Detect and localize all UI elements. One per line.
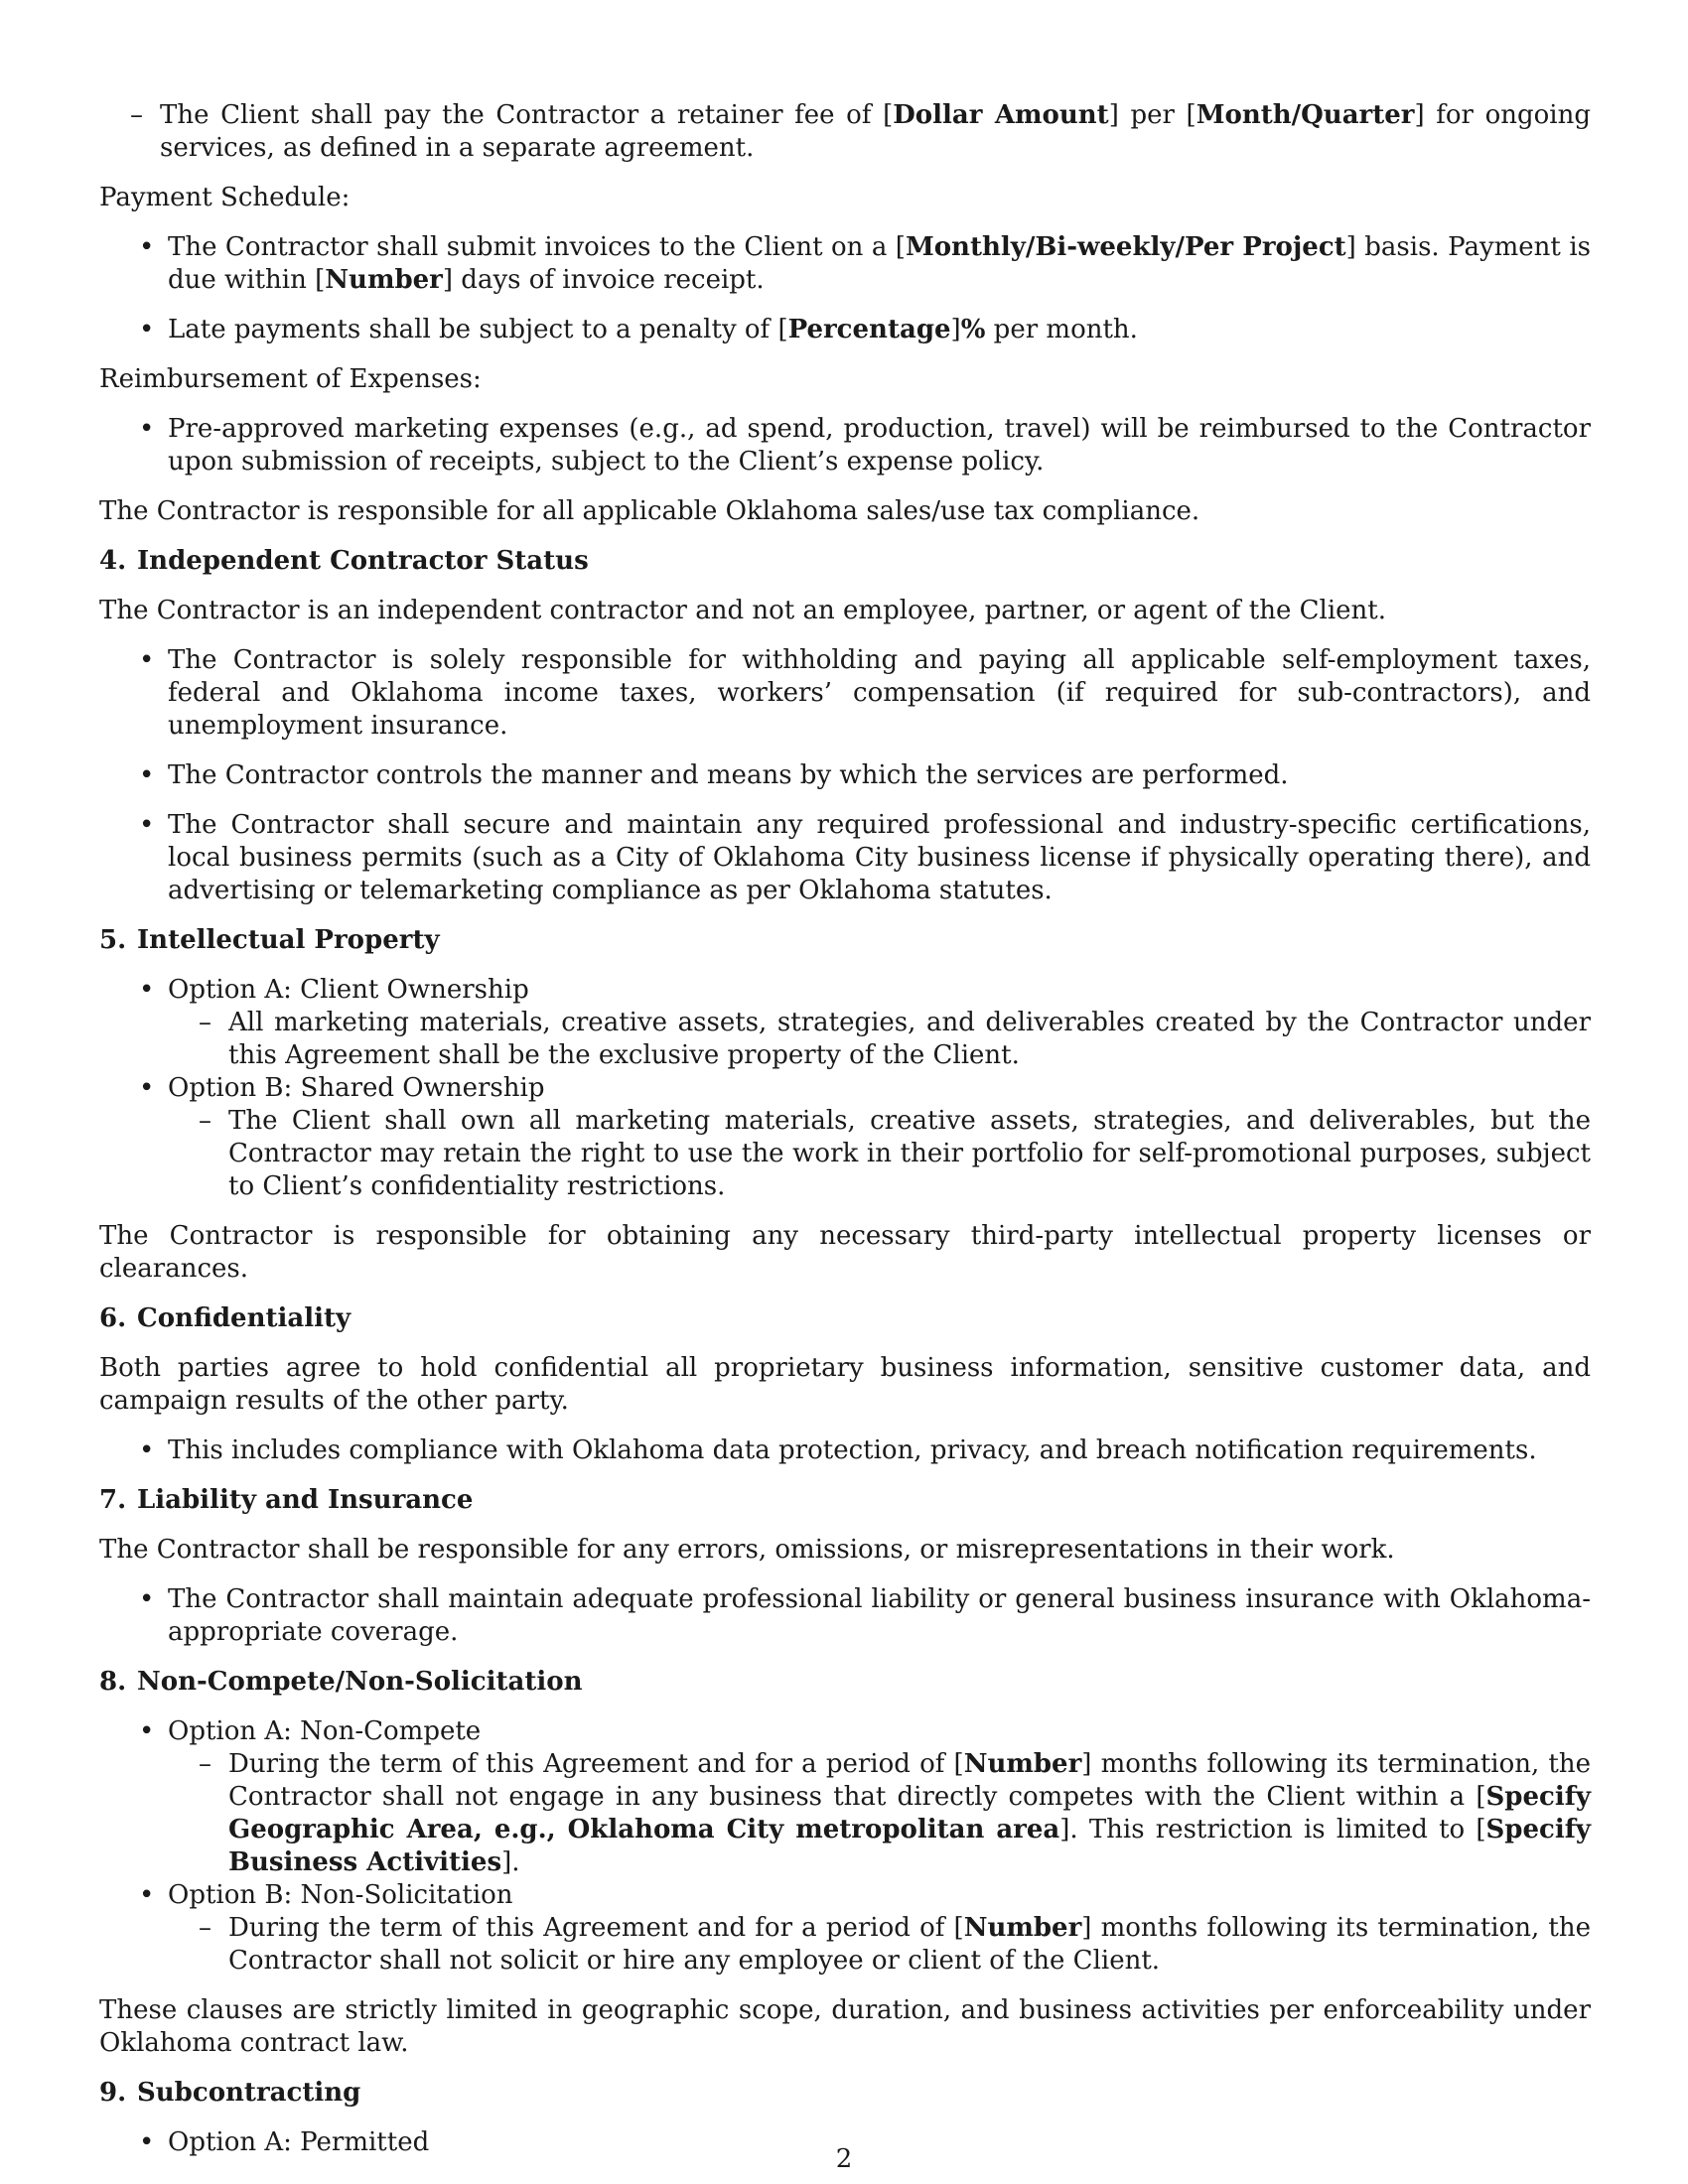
section8-options xyxy=(99,1715,1591,1978)
list-item: • Pre-approved marketing expenses (e.g., ad spend, production, travel) will be reimbursed to the Contractor upon submission of receipts, subject to the Client’s expense policy. xyxy=(99,413,1591,478)
section-heading-8: 8. Non-Compete/Non-Solicitation xyxy=(99,1667,583,1697)
option-detail: – During the term of this Agreement and for a period of [Number] months following its termination, the Contractor shall not solicit or hire any employee or client of the Client. xyxy=(168,1912,1591,1978)
section7-list xyxy=(99,1583,1591,1649)
option-detail-list xyxy=(168,1748,1591,1879)
option-item: • Option A: Permitted xyxy=(99,2126,1591,2159)
payment-schedule-label: Payment Schedule: xyxy=(99,183,351,212)
option-detail-list xyxy=(168,1912,1591,1978)
section6-intro: Both parties agree to hold confidential all proprietary business information, sensitive customer data, and campaign results of the other party. xyxy=(99,1353,1591,1416)
page-number: 2 xyxy=(835,2144,853,2174)
list-item: • Late payments shall be subject to a penalty of [Percentage]% per month. xyxy=(99,314,1591,346)
option-detail: – The Client shall own all marketing materials, creative assets, strategies, and deliverables, but the Contractor may retain the right to use the work in their portfolio for self-promotional purposes, subject to Client’s confidentiality restrictions. xyxy=(168,1105,1591,1203)
section5-note: The Contractor is responsible for obtaining any necessary third-party intellectual property licenses or clearances. xyxy=(99,1221,1591,1284)
option-item: • Option A: Non-Compete – During the term of this Agreement and for a period of [Number] months following its termination, the Contractor shall not engage in any business that directly competes with the Client within a [Specify Geographic Area, e.g., Oklahoma City metropolitan area]. This restriction is limited to [Specify Business Activities]. xyxy=(99,1715,1591,1879)
retainer-dash-list xyxy=(99,99,1591,165)
option-item: • Option B: Shared Ownership – The Client shall own all marketing materials, creative assets, strategies, and deliverables, but the Contractor may retain the right to use the work in their portfolio for self-promotional purposes, subject to Client’s confidentiality restrictions. xyxy=(99,1072,1591,1203)
option-detail: – All marketing materials, creative assets, strategies, and deliverables created by the Contractor under this Agreement shall be the exclusive property of the Client. xyxy=(168,1007,1591,1072)
option-detail: – During the term of this Agreement and for a period of [Number] months following its termination, the Contractor shall not engage in any business that directly competes with the Client within a [Specify Geographic Area, e.g., Oklahoma City metropolitan area]. This restriction is limited to [Specify Business Activities]. xyxy=(168,1748,1591,1879)
payment-schedule-list xyxy=(99,231,1591,346)
reimbursement-label: Reimbursement of Expenses: xyxy=(99,364,482,394)
section4-intro: The Contractor is an independent contractor and not an employee, partner, or agent of the Client. xyxy=(99,596,1387,625)
list-item: • The Contractor controls the manner and means by which the services are performed. xyxy=(99,759,1591,792)
list-item: • The Contractor shall maintain adequate professional liability or general business insurance with Oklahoma-appropriate coverage. xyxy=(99,1583,1591,1649)
option-detail-list xyxy=(168,1007,1591,1072)
section8-note: These clauses are strictly limited in geographic scope, duration, and business activities per enforceability under Oklahoma contract law. xyxy=(99,1995,1591,2058)
section-heading-5: 5. Intellectual Property xyxy=(99,925,440,955)
list-item: • The Contractor shall secure and maintain any required professional and industry-specific certifications, local business permits (such as a City of Oklahoma City business license if physically operating there), and advertising or telemarketing compliance as per Oklahoma statutes. xyxy=(99,809,1591,907)
tax-note: The Contractor is responsible for all applicable Oklahoma sales/use tax compliance. xyxy=(99,496,1200,526)
section-heading-9: 9. Subcontracting xyxy=(99,2078,361,2108)
section5-options xyxy=(99,974,1591,1203)
option-item: • Option A: Client Ownership – All marketing materials, creative assets, strategies, and deliverables created by the Contractor under this Agreement shall be the exclusive property of the Client. xyxy=(99,974,1591,1072)
section-heading-7: 7. Liability and Insurance xyxy=(99,1485,474,1515)
section4-list xyxy=(99,644,1591,907)
option-detail-list xyxy=(168,1105,1591,1203)
section-heading-6: 6. Confidentiality xyxy=(99,1303,352,1333)
option-item: • Option B: Non-Solicitation – During the term of this Agreement and for a period of [Number] months following its termination, the Contractor shall not solicit or hire any employee or client of the Client. xyxy=(99,1879,1591,1978)
section7-intro: The Contractor shall be responsible for any errors, omissions, or misrepresentations in their work. xyxy=(99,1535,1395,1565)
list-item: • The Contractor is solely responsible for withholding and paying all applicable self-employment taxes, federal and Oklahoma income taxes, workers’ compensation (if required for sub-contractors), and unemployment insurance. xyxy=(99,644,1591,743)
list-item: • The Contractor shall submit invoices to the Client on a [Monthly/Bi-weekly/Per Project] basis. Payment is due within [Number] days of invoice receipt. xyxy=(99,231,1591,297)
section-heading-4: 4. Independent Contractor Status xyxy=(99,546,589,576)
list-item: • This includes compliance with Oklahoma data protection, privacy, and breach notification requirements. xyxy=(99,1434,1591,1467)
page-content xyxy=(99,99,1591,2176)
section6-list xyxy=(99,1434,1591,1467)
retainer-item: – The Client shall pay the Contractor a retainer fee of [Dollar Amount] per [Month/Quarter] for ongoing services, as defined in a separate agreement. xyxy=(99,99,1591,165)
reimbursement-list xyxy=(99,413,1591,478)
